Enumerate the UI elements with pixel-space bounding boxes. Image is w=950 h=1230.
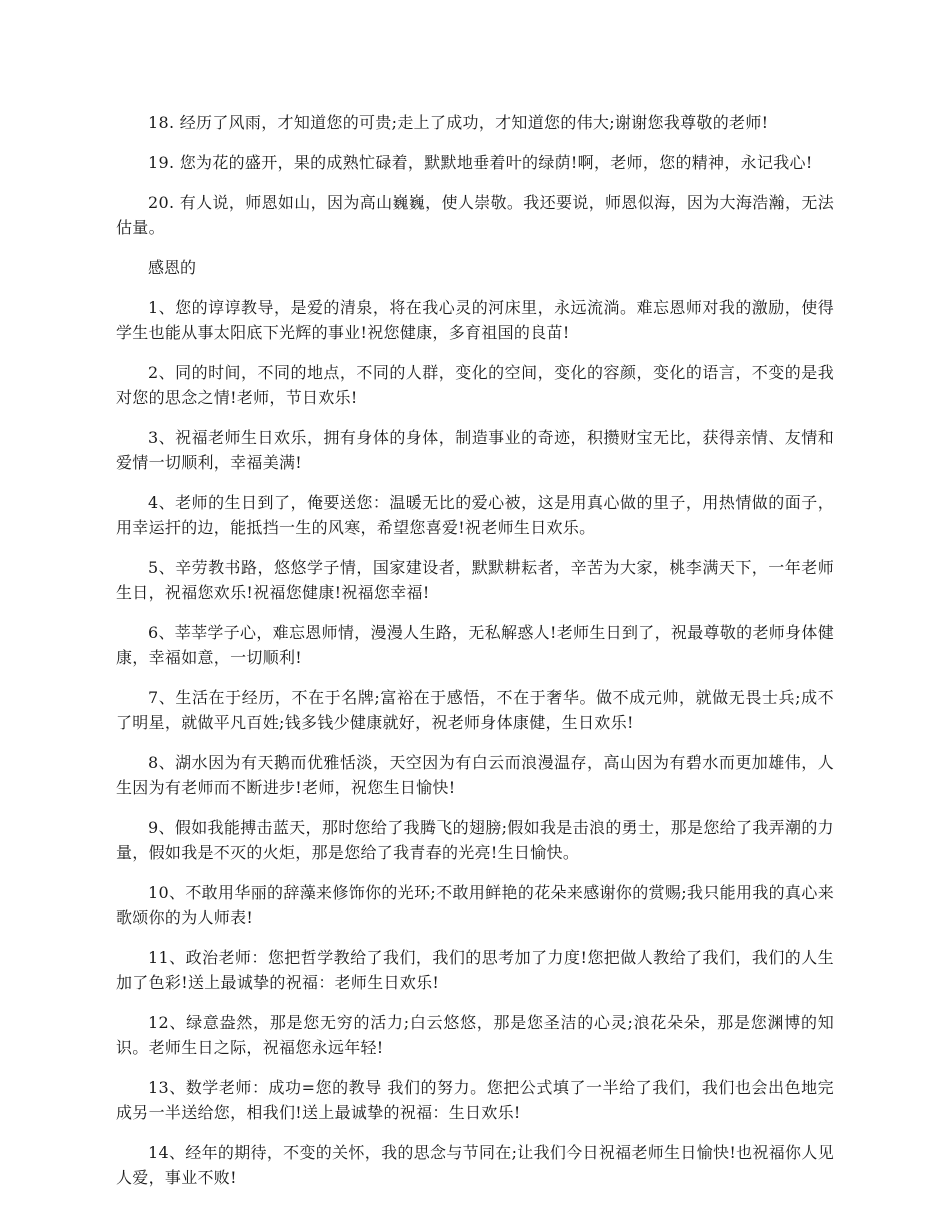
- document-page: [116, 110, 834, 1205]
- list-item-2: 2、同的时间，不同的地点，不同的人群，变化的空间，变化的容颜，变化的语言，不变的是我对您的思念之情!老师，节日欢乐!: [116, 363, 834, 407]
- list-item-4: 4、老师的生日到了，俺要送您：温暖无比的爱心被，这是用真心做的里子，用热情做的面子，用幸运扞的边，能抵挡一生的风寒，希望您喜爱!祝老师生日欢乐。: [116, 493, 834, 537]
- list-item-6: 6、莘莘学子心，难忘恩师情，漫漫人生路，无私解惑人!老师生日到了，祝最尊敬的老师身体健康，幸福如意，一切顺利!: [116, 623, 834, 667]
- list-item-5: 5、辛劳教书路，悠悠学子情，国家建设者，默默耕耘者，辛苦为大家，桃李满天下，一年老师生日，祝福您欢乐!祝福您健康!祝福您幸福!: [116, 558, 834, 602]
- paragraph-19: 19. 您为花的盛开，果的成熟忙碌着，默默地垂着叶的绿荫!啊，老师，您的精神，永记我心!: [148, 153, 813, 172]
- list-item-1: 1、您的谆谆教导，是爱的清泉，将在我心灵的河床里，永远流淌。难忘恩师对我的激励，使得学生也能从事太阳底下光辉的事业!祝您健康，多育祖国的良苗!: [116, 298, 834, 342]
- list-item-11: 11、政治老师：您把哲学教给了我们，我们的思考加了力度!您把做人教给了我们，我们的人生加了色彩!送上最诚挚的祝福：老师生日欢乐!: [116, 948, 834, 992]
- list-item-8: 8、湖水因为有天鹅而优雅恬淡，天空因为有白云而浪漫温存，高山因为有碧水而更加雄伟，人生因为有老师而不断进步!老师，祝您生日愉快!: [116, 753, 834, 797]
- list-item-14: 14、经年的期待，不变的关怀，我的思念与节同在;让我们今日祝福老师生日愉快!也祝福你人见人爱，事业不败!: [116, 1143, 834, 1187]
- list-item-10: 10、不敢用华丽的辞藻来修饰你的光环;不敢用鲜艳的花朵来感谢你的赏赐;我只能用我的真心来歌颂你的为人师表!: [116, 883, 834, 927]
- paragraph-20: 20. 有人说，师恩如山，因为高山巍巍，使人崇敬。我还要说，师恩似海，因为大海浩瀚，无法估量。: [116, 193, 834, 237]
- list-item-3: 3、祝福老师生日欢乐，拥有身体的身体，制造事业的奇迹，积攒财宝无比，获得亲情、友情和爱情一切顺利，幸福美满!: [116, 428, 834, 472]
- section-heading: 感恩的: [148, 258, 197, 277]
- paragraph-18: 18. 经历了风雨，才知道您的可贵;走上了成功，才知道您的伟大;谢谢您我尊敬的老师!: [148, 113, 769, 132]
- list-item-12: 12、绿意盎然，那是您无穷的活力;白云悠悠，那是您圣洁的心灵;浪花朵朵，那是您渊博的知识。老师生日之际，祝福您永远年轻!: [116, 1013, 834, 1057]
- list-item-13: 13、数学老师：成功=您的教导 我们的努力。您把公式填了一半给了我们，我们也会出色地完成另一半送给您，相我们!送上最诚挚的祝福：生日欢乐!: [116, 1078, 834, 1122]
- list-item-7: 7、生活在于经历，不在于名牌;富裕在于感悟，不在于奢华。做不成元帅，就做无畏士兵;成不了明星，就做平凡百姓;钱多钱少健康就好，祝老师身体康健，生日欢乐!: [116, 688, 834, 732]
- list-item-9: 9、假如我能搏击蓝天，那时您给了我腾飞的翅膀;假如我是击浪的勇士，那是您给了我弄潮的力量，假如我是不灭的火炬，那是您给了我青春的光亮!生日愉快。: [116, 818, 834, 862]
